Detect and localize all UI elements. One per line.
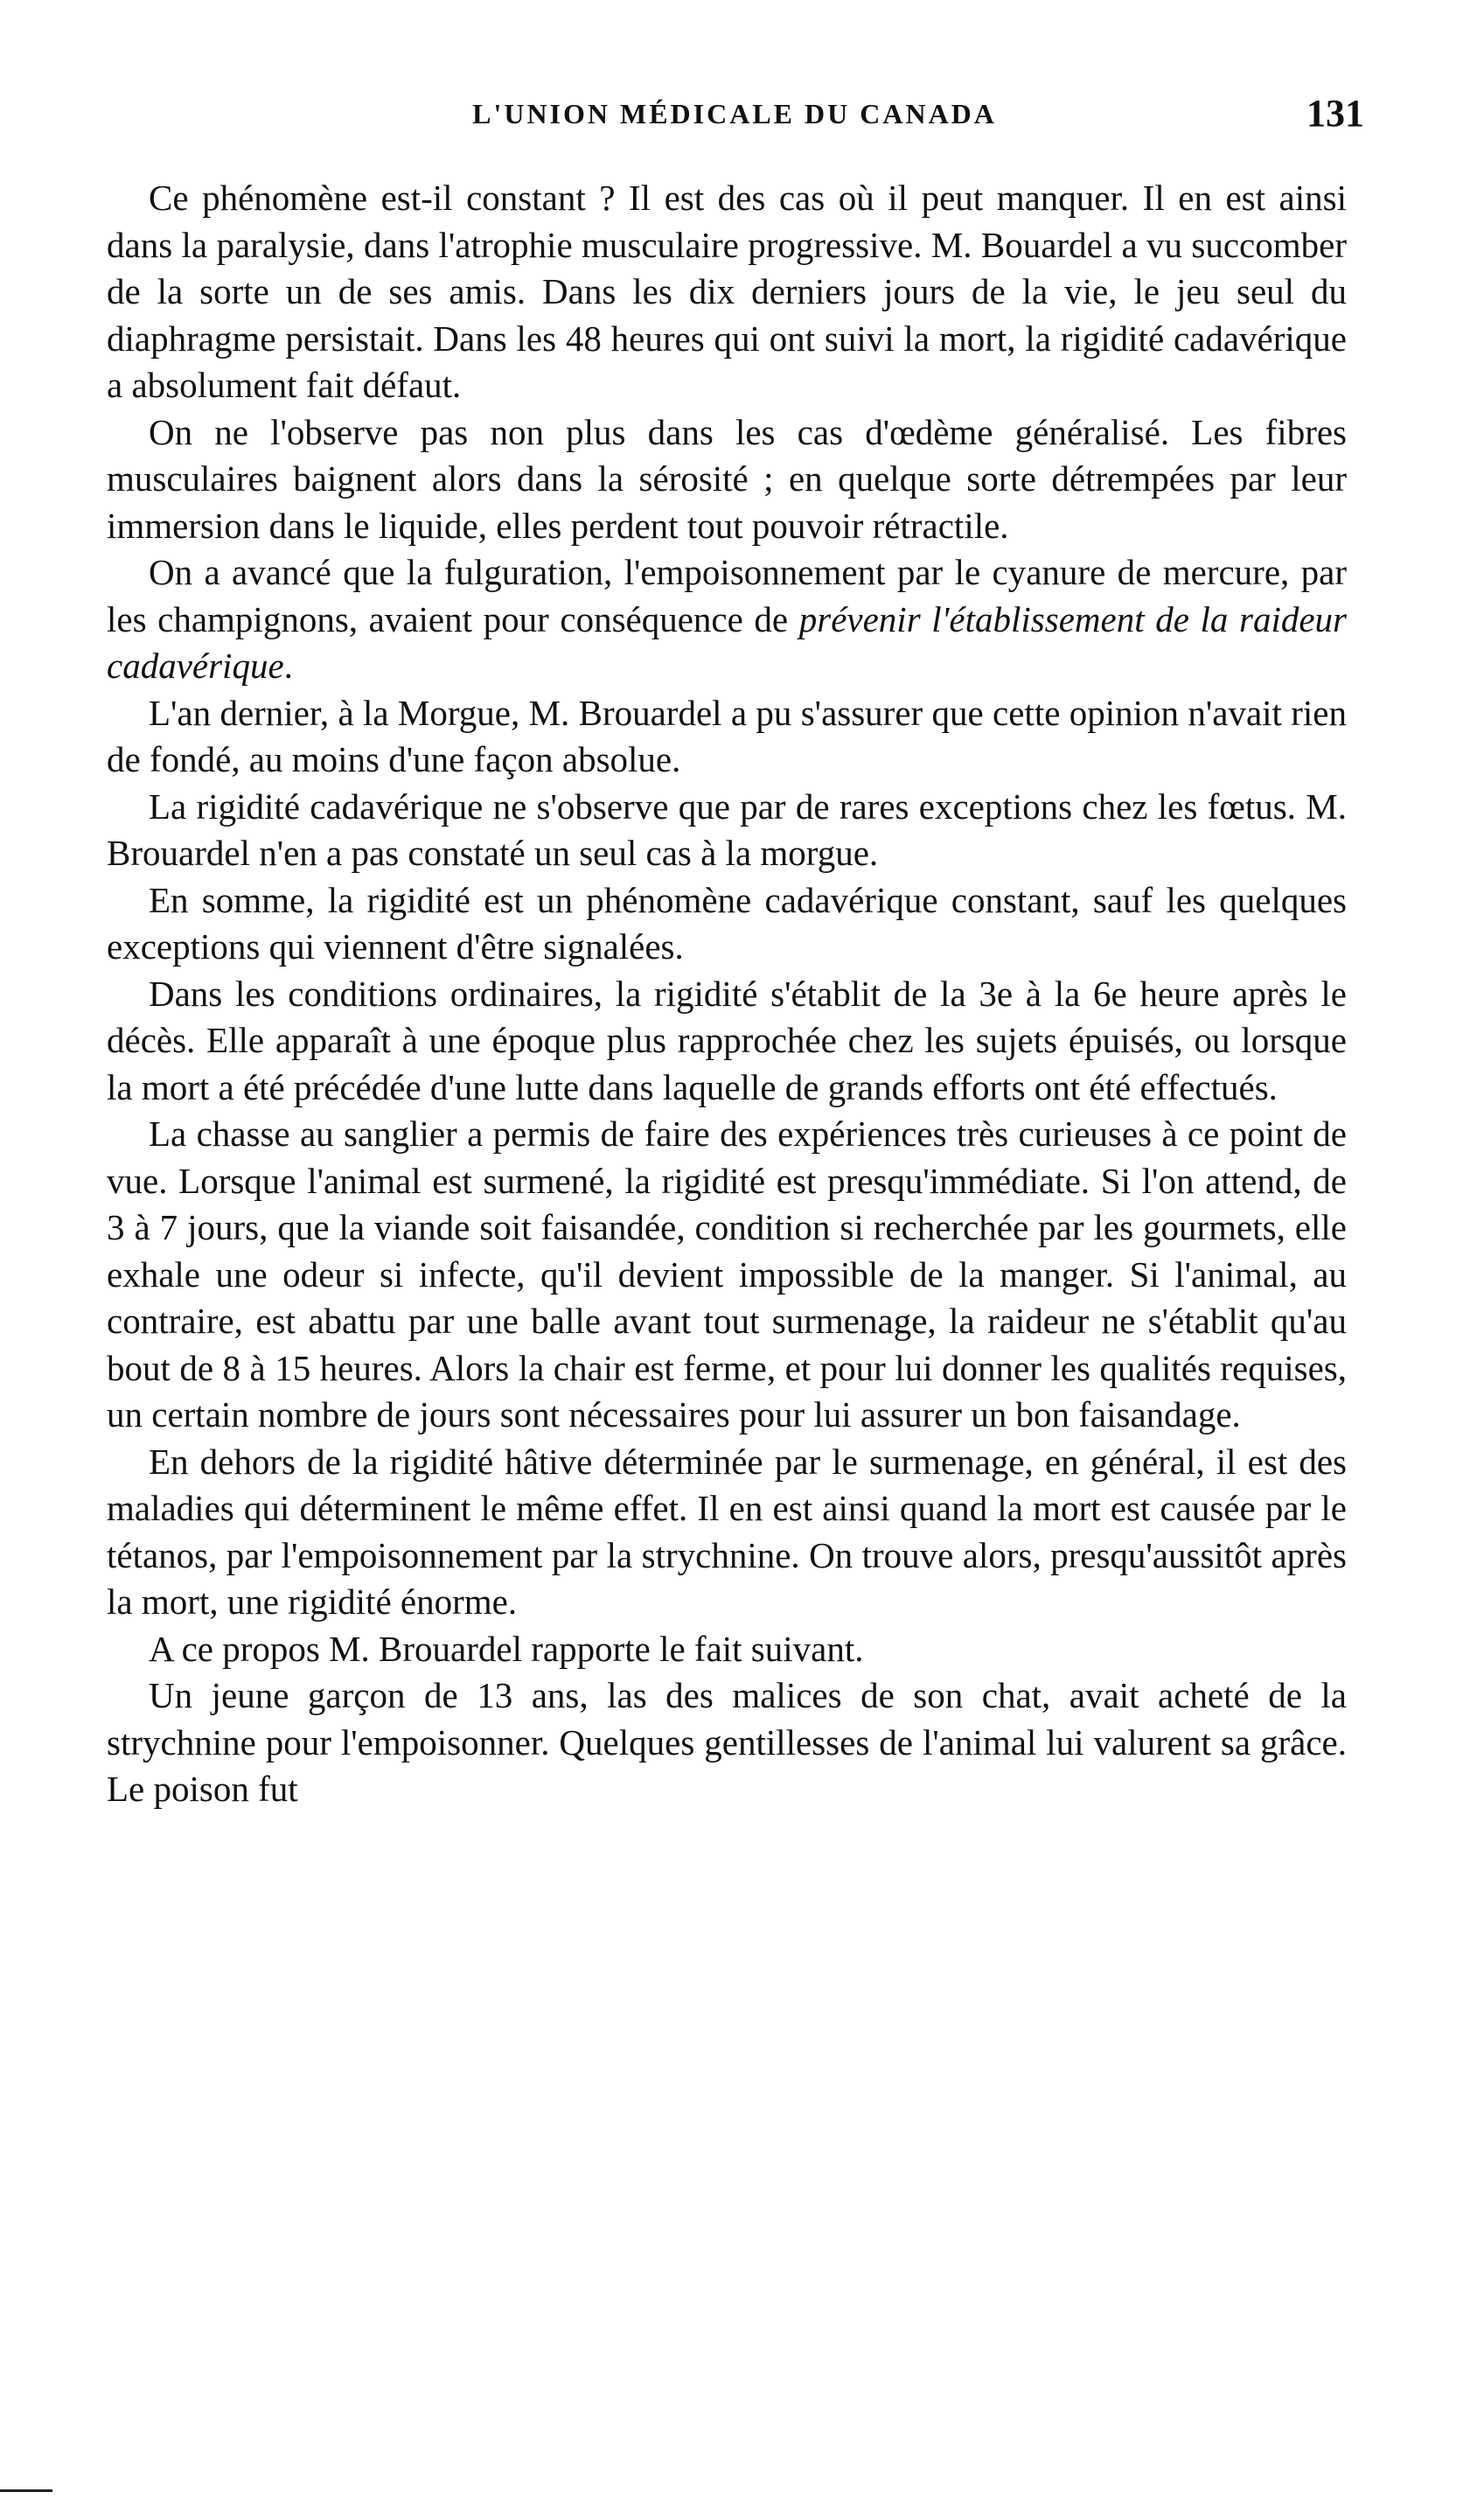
paragraph-8: La chasse au sanglier a permis de faire des expériences très curieuses à ce point de vue. Lorsque l'animal est surmené, la rigidité est presqu'immédiate. Si l'on attend, de 3 à 7 jours, que la viande soit faisandée, condition si recherchée par les gourmets, elle exhale une odeur si infecte, qu'il devient impossible de la manger. Si l'animal, au contraire, est abattu par une balle avant tout surmenage, la raideur ne s'établit qu'au bout de 8 à 15 heures. Alors la chair est ferme, et pour lui donner les qualités requises, un certain nombre de jours sont nécessaires pour lui assurer un bon faisandage. bbox=[107, 1113, 1347, 1435]
page-number: 131 bbox=[1306, 92, 1364, 135]
paragraph-7: Dans les conditions ordinaires, la rigidité s'établit de la 3e à la 6e heure après le décès. Elle apparaît à une époque plus rapprochée chez les sujets épuisés, ou lorsque la mort a été précédée d'une lutte dans laquelle de grands efforts ont été effectués. bbox=[107, 973, 1347, 1107]
paragraph-3 bbox=[107, 549, 1347, 690]
paragraph-10: A ce propos M. Brouardel rapporte le fait suivant. bbox=[149, 1628, 864, 1669]
paragraph-6: En somme, la rigidité est un phénomène cadavérique constant, sauf les quelques exceptions qui viennent d'être signalées. bbox=[107, 879, 1347, 967]
paragraph-3-emphasis: prévenir l'établissement de la raideur cadavérique bbox=[107, 598, 1347, 686]
paragraph-9: En dehors de la rigidité hâtive déterminée par le surmenage, en général, il est des maladies qui déterminent le même effet. Il en est ainsi quand la mort est causée par le tétanos, par l'empoisonnement par la strychnine. On trouve alors, presqu'aussitôt après la mort, une rigidité énorme. bbox=[107, 1441, 1347, 1622]
paragraph-4: L'an dernier, à la Morgue, M. Brouardel a pu s'assurer que cette opinion n'avait rien de fondé, au moins d'une façon absolue. bbox=[107, 692, 1347, 779]
paragraph-1: Ce phénomène est-il constant ? Il est des cas où il peut manquer. Il en est ainsi dans la paralysie, dans l'atrophie musculaire progressive. M. Bouardel a vu succomber de la sorte un de ses amis. Dans les dix derniers jours de la vie, le jeu seul du diaphragme persistait. Dans les 48 heures qui ont suivi la mort, la rigidité cadavérique a absolument fait défaut. bbox=[107, 178, 1347, 405]
paragraph-11: Un jeune garçon de 13 ans, las des malices de son chat, avait acheté de la strychnine pour l'empoisonner. Quelques gentillesses de l'animal lui valurent sa grâce. Le poison fut bbox=[107, 1675, 1347, 1809]
paragraph-3-end: . bbox=[283, 646, 293, 686]
paragraph-3-text: On a avancé que la fulguration, l'empoisonnement par le cyanure de mercure, par les champignons, avaient pour conséquence de bbox=[107, 552, 1347, 639]
paragraph-2: On ne l'observe pas non plus dans les cas d'œdème généralisé. Les fibres musculaires baignent alors dans la sérosité ; en quelque sorte détrempées par leur immersion dans le liquide, elles perdent tout pouvoir rétractile. bbox=[107, 411, 1347, 546]
edge-mark bbox=[0, 2489, 52, 2492]
paragraph-5: La rigidité cadavérique ne s'observe que par de rares exceptions chez les fœtus. M. Brouardel n'en a pas constaté un seul cas à la morgue. bbox=[107, 785, 1347, 873]
body-text bbox=[107, 175, 1347, 1813]
page-header bbox=[105, 87, 1364, 140]
running-title: L'UNION MÉDICALE DU CANADA bbox=[472, 98, 997, 129]
